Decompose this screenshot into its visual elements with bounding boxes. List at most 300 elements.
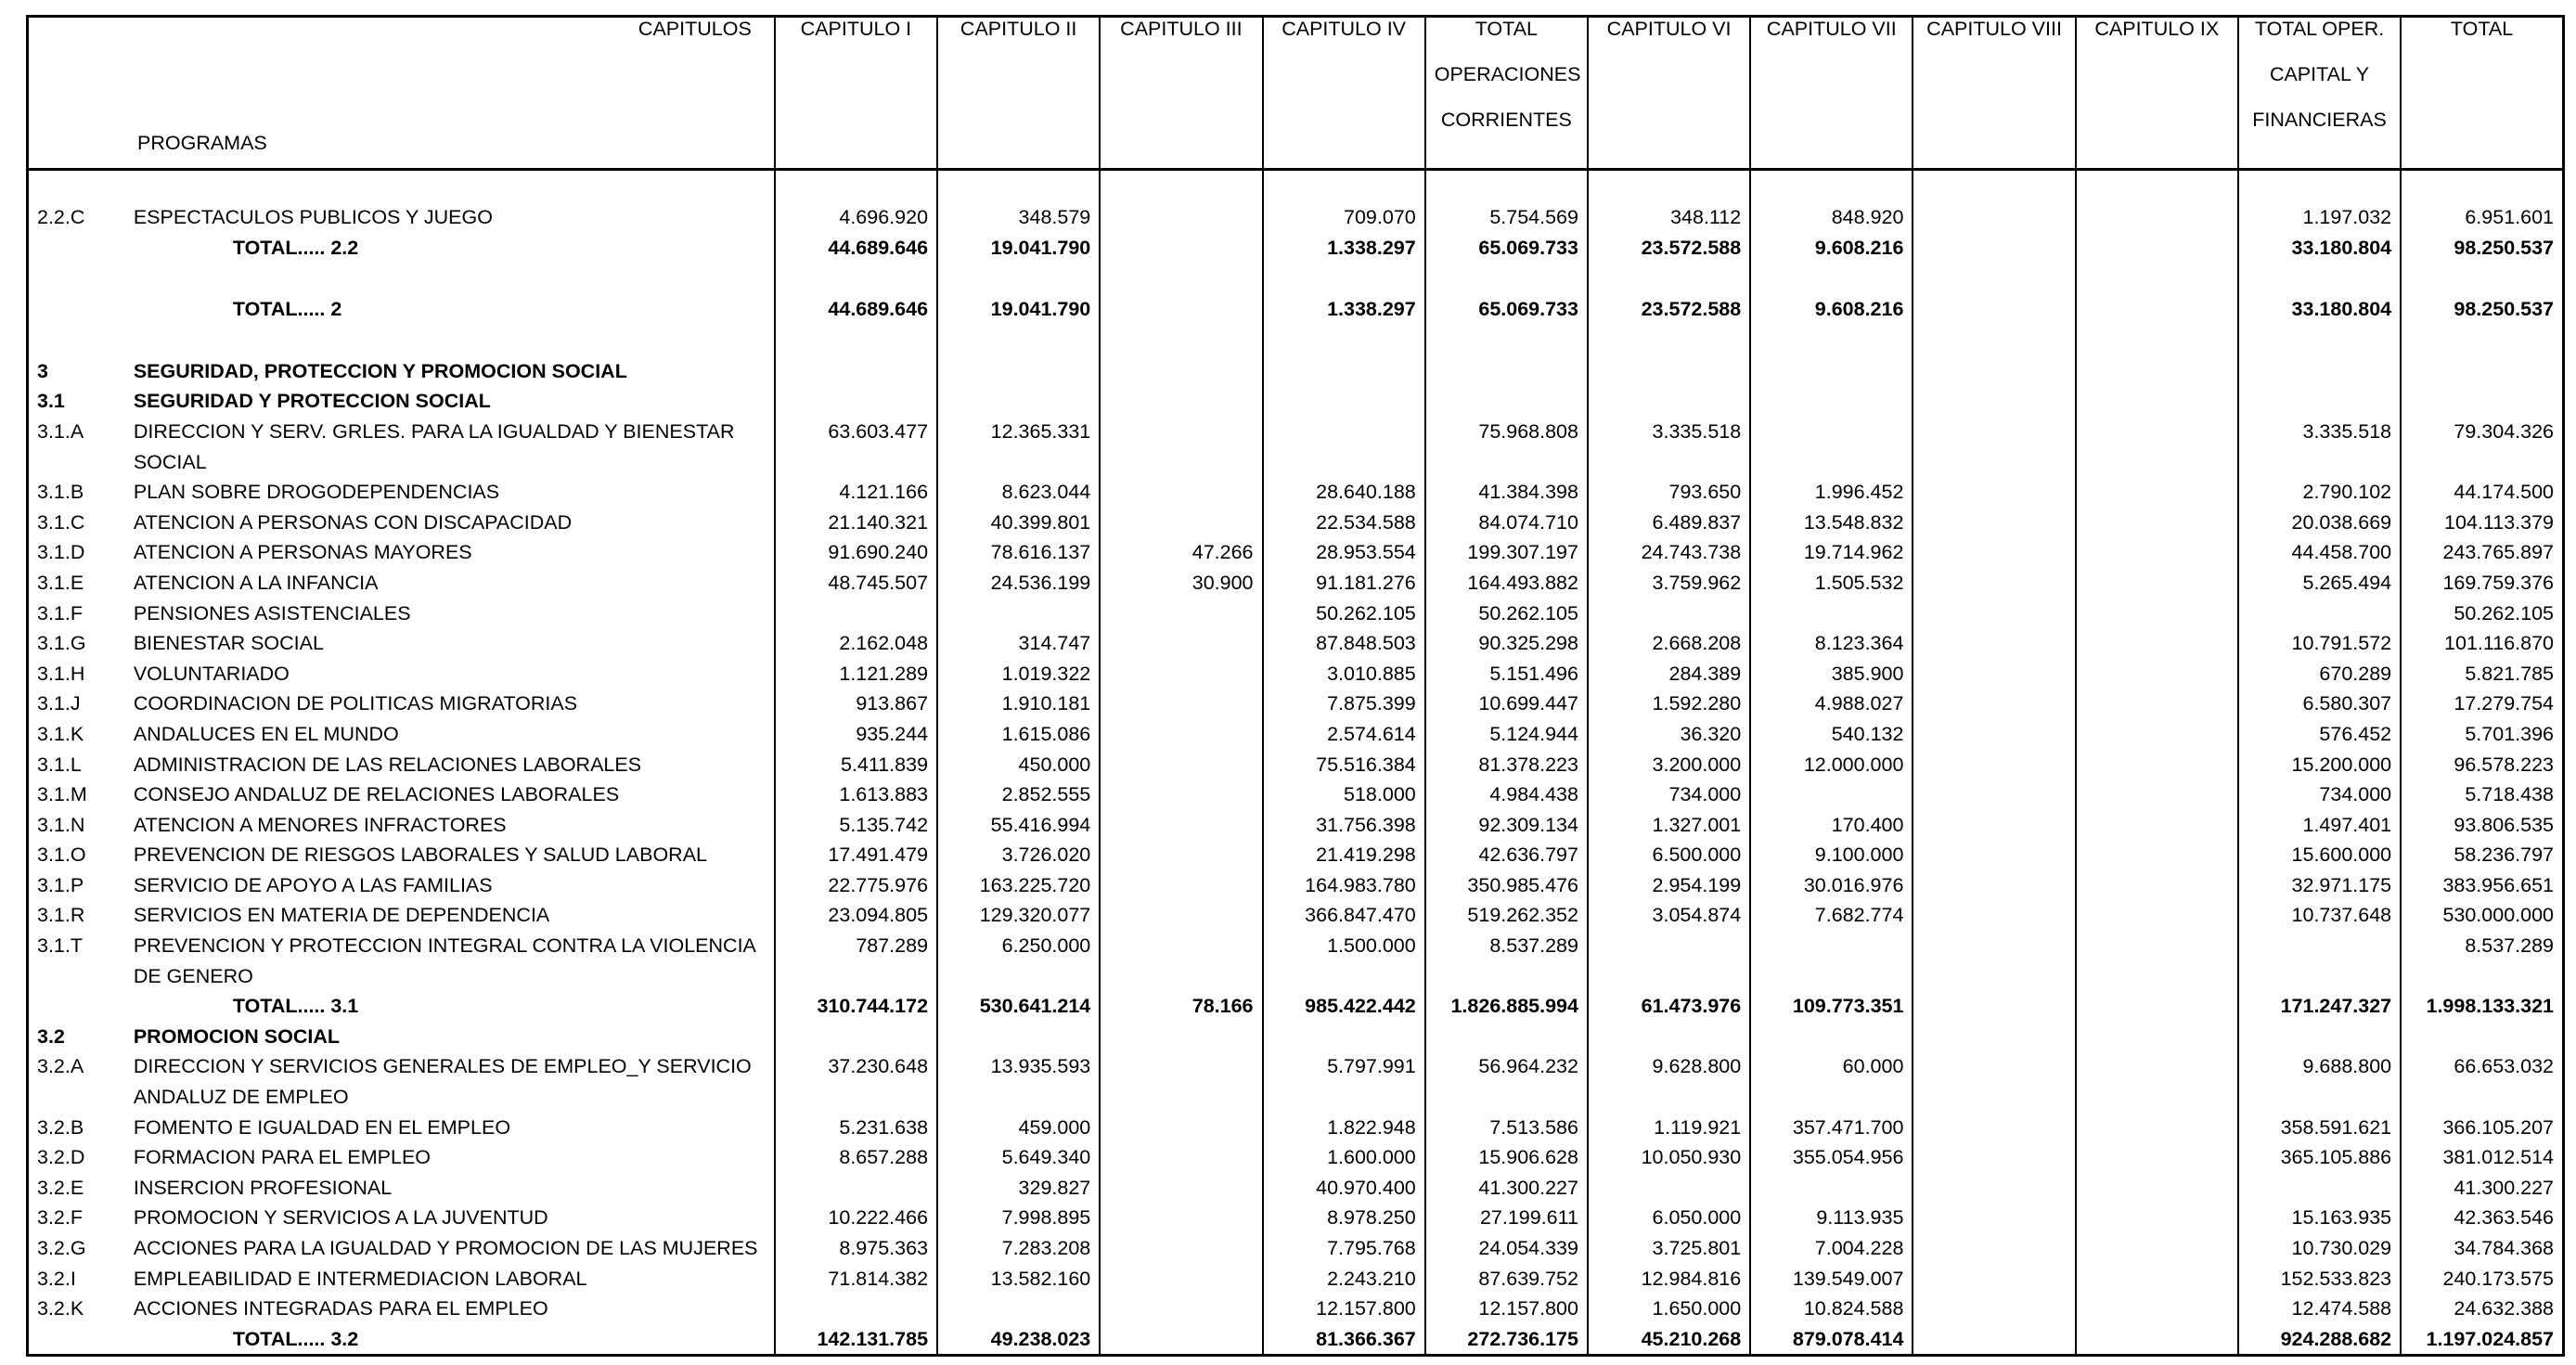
amount-cell: 55.416.994 [937, 810, 1100, 841]
program-row [28, 810, 2564, 841]
amount-cell: 2.243.210 [1263, 1264, 1425, 1294]
header-row [28, 109, 2564, 170]
amount-cell: 913.867 [775, 689, 937, 719]
amount-cell [1100, 325, 1262, 356]
amount-cell: 6.951.601 [2401, 202, 2563, 233]
amount-cell: 41.384.398 [1425, 477, 1588, 508]
amount-cell [2238, 1173, 2401, 1204]
amount-cell: 1.822.948 [1263, 1113, 1425, 1143]
program-code: 3.2 [28, 1022, 125, 1052]
amount-cell [1750, 1022, 1913, 1052]
column-header: CORRIENTES [1425, 109, 1588, 170]
amount-cell: 5.754.569 [1425, 202, 1588, 233]
amount-cell: 22.534.588 [1263, 508, 1425, 538]
amount-cell: 65.069.733 [1425, 233, 1588, 264]
amount-cell: 41.300.227 [2401, 1173, 2563, 1204]
amount-cell [2238, 1082, 2401, 1113]
program-row [28, 628, 2564, 659]
amount-cell: 84.074.710 [1425, 508, 1588, 538]
program-code: 2.2.C [28, 202, 125, 233]
amount-cell [937, 1294, 1100, 1324]
program-code: 3.1 [28, 386, 125, 417]
program-code: 3.1.G [28, 628, 125, 659]
program-name: PROMOCION SOCIAL [133, 1024, 341, 1048]
amount-cell [1263, 961, 1425, 992]
amount-cell: 5.151.496 [1425, 659, 1588, 689]
amount-cell: 44.458.700 [2238, 537, 2401, 568]
amount-cell: 518.000 [1263, 779, 1425, 810]
amount-cell: 40.399.801 [937, 508, 1100, 538]
amount-cell [1588, 386, 1750, 417]
program-code: 3.2.I [28, 1264, 125, 1294]
amount-cell: 3.054.874 [1588, 900, 1750, 931]
amount-cell: 1.197.024.857 [2401, 1324, 2563, 1356]
amount-cell [1750, 961, 1913, 992]
program-row [28, 750, 2564, 780]
amount-cell [1100, 870, 1262, 901]
amount-cell: 24.054.339 [1425, 1233, 1588, 1264]
amount-cell: 91.690.240 [775, 537, 937, 568]
total-row [28, 991, 2564, 1022]
amount-cell: 22.775.976 [775, 870, 937, 901]
column-header [1913, 63, 2075, 109]
amount-cell: 1.121.289 [775, 659, 937, 689]
amount-cell [1100, 1264, 1262, 1294]
amount-cell [1750, 1082, 1913, 1113]
amount-cell [2076, 870, 2238, 901]
amount-cell [1913, 294, 2075, 325]
amount-cell [2076, 233, 2238, 264]
program-row [28, 537, 2564, 568]
amount-cell: 23.094.805 [775, 900, 937, 931]
amount-cell [1100, 1173, 1262, 1204]
amount-cell [1913, 170, 2075, 203]
amount-cell [1913, 356, 2075, 387]
column-header [1750, 63, 1913, 109]
amount-cell: 96.578.223 [2401, 750, 2563, 780]
amount-cell [2076, 961, 2238, 992]
amount-cell: 3.725.801 [1588, 1233, 1750, 1264]
amount-cell: 30.900 [1100, 568, 1262, 599]
amount-cell: 243.765.897 [2401, 537, 2563, 568]
amount-cell: 2.954.199 [1588, 870, 1750, 901]
amount-cell [1913, 840, 2075, 870]
amount-cell: 61.473.976 [1588, 991, 1750, 1022]
amount-cell [1425, 325, 1588, 356]
amount-cell: 383.956.651 [2401, 870, 2563, 901]
amount-cell: 10.222.466 [775, 1203, 937, 1233]
program-name: SERVICIOS EN MATERIA DE DEPENDENCIA [133, 904, 550, 927]
column-header [2401, 63, 2563, 109]
amount-cell: 44.689.646 [775, 294, 937, 325]
header-blank [28, 63, 775, 109]
amount-cell: 1.338.297 [1263, 233, 1425, 264]
amount-cell [2076, 689, 2238, 719]
amount-cell: 81.366.367 [1263, 1324, 1425, 1356]
amount-cell [2076, 1022, 2238, 1052]
column-header: CAPITULO IV [1263, 17, 1425, 64]
amount-cell: 71.814.382 [775, 1264, 937, 1294]
program-row [28, 1233, 2564, 1264]
amount-cell: 1.615.086 [937, 719, 1100, 750]
amount-cell [2076, 840, 2238, 870]
amount-cell: 75.516.384 [1263, 750, 1425, 780]
amount-cell [2401, 1022, 2563, 1052]
amount-cell [1913, 568, 2075, 599]
amount-cell [2076, 447, 2238, 478]
amount-cell: 41.300.227 [1425, 1173, 1588, 1204]
amount-cell: 3.335.518 [1588, 417, 1750, 447]
amount-cell [2401, 1082, 2563, 1113]
amount-cell: 79.304.326 [2401, 417, 2563, 447]
amount-cell: 87.639.752 [1425, 1264, 1588, 1294]
total-row [28, 294, 2564, 325]
amount-cell: 6.580.307 [2238, 689, 2401, 719]
amount-cell: 28.640.188 [1263, 477, 1425, 508]
program-row [28, 779, 2564, 810]
amount-cell [1913, 386, 2075, 417]
amount-cell: 9.113.935 [1750, 1203, 1913, 1233]
amount-cell [775, 170, 937, 203]
column-header [2401, 109, 2563, 170]
column-header: OPERACIONES [1425, 63, 1588, 109]
amount-cell [1913, 1264, 2075, 1294]
amount-cell: 15.906.628 [1425, 1142, 1588, 1173]
program-code: 3.1.J [28, 689, 125, 719]
amount-cell [2076, 599, 2238, 629]
amount-cell: 5.265.494 [2238, 568, 2401, 599]
amount-cell: 4.696.920 [775, 202, 937, 233]
amount-cell: 21.419.298 [1263, 840, 1425, 870]
amount-cell: 171.247.327 [2238, 991, 2401, 1022]
amount-cell: 450.000 [937, 750, 1100, 780]
program-name [125, 263, 775, 294]
amount-cell [775, 447, 937, 478]
program-code [28, 170, 125, 203]
amount-cell: 1.650.000 [1588, 1294, 1750, 1324]
table-header [28, 17, 2564, 170]
program-row [28, 659, 2564, 689]
amount-cell [1913, 750, 2075, 780]
amount-cell [2076, 779, 2238, 810]
amount-cell: 91.181.276 [1263, 568, 1425, 599]
amount-cell [1750, 931, 1913, 961]
amount-cell [1913, 202, 2075, 233]
amount-cell [2076, 1113, 2238, 1143]
program-row [28, 568, 2564, 599]
amount-cell: 530.641.214 [937, 991, 1100, 1022]
amount-cell: 78.616.137 [937, 537, 1100, 568]
amount-cell: 329.827 [937, 1173, 1100, 1204]
program-code: 3.1.K [28, 719, 125, 750]
amount-cell: 50.262.105 [2401, 599, 2563, 629]
amount-cell [1425, 356, 1588, 387]
column-header: CAPITULO VI [1588, 17, 1750, 64]
amount-cell [1425, 447, 1588, 478]
amount-cell: 12.157.800 [1263, 1294, 1425, 1324]
amount-cell: 13.548.832 [1750, 508, 1913, 538]
amount-cell [1913, 1051, 2075, 1082]
amount-cell [1100, 1082, 1262, 1113]
amount-cell: 44.689.646 [775, 233, 937, 264]
program-name: PREVENCION Y PROTECCION INTEGRAL CONTRA LA VIOLENCIA [133, 934, 756, 958]
amount-cell: 93.806.535 [2401, 810, 2563, 841]
amount-cell [937, 1082, 1100, 1113]
program-row [28, 477, 2564, 508]
amount-cell: 540.132 [1750, 719, 1913, 750]
spacer-row [28, 325, 2564, 356]
amount-cell: 2.852.555 [937, 779, 1100, 810]
amount-cell: 56.964.232 [1425, 1051, 1588, 1082]
amount-cell: 163.225.720 [937, 870, 1100, 901]
amount-cell [1425, 386, 1588, 417]
amount-cell: 1.497.401 [2238, 810, 2401, 841]
amount-cell [2076, 294, 2238, 325]
program-name: COORDINACION DE POLITICAS MIGRATORIAS [133, 692, 578, 715]
amount-cell [1913, 1142, 2075, 1173]
program-name: FORMACION PARA EL EMPLEO [133, 1146, 431, 1169]
amount-cell [1100, 508, 1262, 538]
amount-cell: 350.985.476 [1425, 870, 1588, 901]
amount-cell: 7.513.586 [1425, 1113, 1588, 1143]
amount-cell [775, 1294, 937, 1324]
amount-cell [775, 1082, 937, 1113]
program-name: PROMOCION Y SERVICIOS A LA JUVENTUD [133, 1206, 548, 1230]
program-name: ATENCION A MENORES INFRACTORES [133, 813, 507, 836]
amount-cell [1588, 1173, 1750, 1204]
program-name: ATENCION A PERSONAS MAYORES [133, 541, 472, 564]
program-code: 3.1.N [28, 810, 125, 841]
amount-cell: 81.378.223 [1425, 750, 1588, 780]
amount-cell: 40.970.400 [1263, 1173, 1425, 1204]
amount-cell: 5.411.839 [775, 750, 937, 780]
amount-cell [2076, 991, 2238, 1022]
program-name: DIRECCION Y SERVICIOS GENERALES DE EMPLEO_Y SERVICIO [133, 1055, 752, 1078]
amount-cell: 734.000 [2238, 779, 2401, 810]
amount-cell [2238, 170, 2401, 203]
amount-cell: 366.847.470 [1263, 900, 1425, 931]
column-header [937, 109, 1100, 170]
column-header [1588, 109, 1750, 170]
column-header: CAPITULO III [1100, 17, 1262, 64]
program-code [28, 447, 125, 478]
amount-cell [2076, 750, 2238, 780]
amount-cell: 15.200.000 [2238, 750, 2401, 780]
amount-cell [1913, 1233, 2075, 1264]
amount-cell: 9.100.000 [1750, 840, 1913, 870]
amount-cell [2076, 386, 2238, 417]
amount-cell [1425, 961, 1588, 992]
amount-cell: 1.119.921 [1588, 1113, 1750, 1143]
amount-cell [1100, 900, 1262, 931]
amount-cell [2076, 1203, 2238, 1233]
amount-cell [2076, 508, 2238, 538]
amount-cell: 15.163.935 [2238, 1203, 2401, 1233]
amount-cell: 8.537.289 [1425, 931, 1588, 961]
amount-cell [2076, 1324, 2238, 1356]
spacer-row [28, 170, 2564, 203]
program-code: 3 [28, 356, 125, 387]
amount-cell [1100, 1233, 1262, 1264]
amount-cell: 5.797.991 [1263, 1051, 1425, 1082]
section-row [28, 356, 2564, 387]
amount-cell: 30.016.976 [1750, 870, 1913, 901]
program-code: 3.2.K [28, 1294, 125, 1324]
program-code [28, 1324, 125, 1356]
amount-cell: 1.998.133.321 [2401, 991, 2563, 1022]
amount-cell: 23.572.588 [1588, 294, 1750, 325]
amount-cell [1913, 447, 2075, 478]
amount-cell [1100, 202, 1262, 233]
amount-cell: 28.953.554 [1263, 537, 1425, 568]
amount-cell: 47.266 [1100, 537, 1262, 568]
amount-cell [2076, 325, 2238, 356]
amount-cell [1100, 1051, 1262, 1082]
amount-cell [1100, 1203, 1262, 1233]
amount-cell: 12.365.331 [937, 417, 1100, 447]
column-header [775, 109, 937, 170]
program-row [28, 840, 2564, 870]
amount-cell [1100, 1142, 1262, 1173]
amount-cell [937, 599, 1100, 629]
amount-cell [1588, 1022, 1750, 1052]
amount-cell [2401, 961, 2563, 992]
program-code: 3.1.E [28, 568, 125, 599]
amount-cell [1750, 386, 1913, 417]
column-header [937, 63, 1100, 109]
column-header [1100, 63, 1262, 109]
amount-cell [1100, 1113, 1262, 1143]
column-header: CAPITAL Y [2238, 63, 2401, 109]
amount-cell: 459.000 [937, 1113, 1100, 1143]
amount-cell [937, 961, 1100, 992]
amount-cell: 5.124.944 [1425, 719, 1588, 750]
amount-cell [1913, 233, 2075, 264]
amount-cell [1100, 840, 1262, 870]
amount-cell: 5.821.785 [2401, 659, 2563, 689]
amount-cell: 12.474.588 [2238, 1294, 2401, 1324]
amount-cell: 1.500.000 [1263, 931, 1425, 961]
amount-cell [2238, 356, 2401, 387]
amount-cell: 1.826.885.994 [1425, 991, 1588, 1022]
amount-cell: 6.500.000 [1588, 840, 1750, 870]
amount-cell: 358.591.621 [2238, 1113, 2401, 1143]
amount-cell: 3.759.962 [1588, 568, 1750, 599]
amount-cell [2076, 931, 2238, 961]
amount-cell: 60.000 [1750, 1051, 1913, 1082]
amount-cell [1100, 294, 1262, 325]
amount-cell: 98.250.537 [2401, 233, 2563, 264]
amount-cell: 24.632.388 [2401, 1294, 2563, 1324]
program-code [28, 233, 125, 264]
amount-cell [1913, 991, 2075, 1022]
amount-cell: 20.038.669 [2238, 508, 2401, 538]
amount-cell [1263, 263, 1425, 294]
amount-cell [2076, 1142, 2238, 1173]
program-row [28, 1294, 2564, 1324]
amount-cell: 10.791.572 [2238, 628, 2401, 659]
amount-cell [1425, 1022, 1588, 1052]
program-name: INSERCION PROFESIONAL [133, 1176, 393, 1199]
amount-cell [2076, 537, 2238, 568]
amount-cell: 1.600.000 [1263, 1142, 1425, 1173]
program-name: PLAN SOBRE DROGODEPENDENCIAS [133, 481, 500, 504]
amount-cell: 2.162.048 [775, 628, 937, 659]
amount-cell: 8.537.289 [2401, 931, 2563, 961]
amount-cell [2076, 1264, 2238, 1294]
amount-cell: 31.756.398 [1263, 810, 1425, 841]
amount-cell: 7.682.774 [1750, 900, 1913, 931]
program-name: VOLUNTARIADO [133, 662, 290, 685]
amount-cell: 87.848.503 [1263, 628, 1425, 659]
column-header [1263, 109, 1425, 170]
program-name: SEGURIDAD Y PROTECCION SOCIAL [133, 390, 491, 413]
header-row [28, 17, 2564, 64]
amount-cell [2401, 447, 2563, 478]
amount-cell: 1.592.280 [1588, 689, 1750, 719]
amount-cell [2076, 417, 2238, 447]
amount-cell [2401, 356, 2563, 387]
amount-cell: 3.726.020 [937, 840, 1100, 870]
programas-label: PROGRAMAS [28, 109, 775, 170]
amount-cell: 33.180.804 [2238, 294, 2401, 325]
amount-cell: 15.600.000 [2238, 840, 2401, 870]
total-row [28, 233, 2564, 264]
program-row [28, 689, 2564, 719]
column-header [1750, 109, 1913, 170]
amount-cell [937, 1022, 1100, 1052]
amount-cell [1913, 263, 2075, 294]
amount-cell: 49.238.023 [937, 1324, 1100, 1356]
program-name: TOTAL..... 2.2 [232, 236, 359, 259]
amount-cell [1913, 417, 2075, 447]
amount-cell: 7.283.208 [937, 1233, 1100, 1264]
amount-cell: 19.041.790 [937, 294, 1100, 325]
amount-cell: 5.231.638 [775, 1113, 937, 1143]
amount-cell: 355.054.956 [1750, 1142, 1913, 1173]
amount-cell: 7.795.768 [1263, 1233, 1425, 1264]
amount-cell [1913, 961, 2075, 992]
amount-cell [1913, 325, 2075, 356]
amount-cell [2401, 325, 2563, 356]
program-name: SOCIAL [133, 450, 207, 473]
amount-cell [1100, 447, 1262, 478]
column-header [2076, 63, 2238, 109]
amount-cell [2076, 356, 2238, 387]
amount-cell: 366.105.207 [2401, 1113, 2563, 1143]
program-code: 3.1.A [28, 417, 125, 447]
amount-cell [1913, 599, 2075, 629]
amount-cell [937, 263, 1100, 294]
amount-cell [1913, 900, 2075, 931]
amount-cell: 8.975.363 [775, 1233, 937, 1264]
amount-cell [1588, 356, 1750, 387]
amount-cell [1913, 628, 2075, 659]
amount-cell [2401, 386, 2563, 417]
amount-cell [1100, 931, 1262, 961]
spacer-row [28, 263, 2564, 294]
program-name: ATENCION A PERSONAS CON DISCAPACIDAD [133, 510, 573, 534]
amount-cell [1100, 810, 1262, 841]
amount-cell: 42.363.546 [2401, 1203, 2563, 1233]
amount-cell: 4.988.027 [1750, 689, 1913, 719]
amount-cell [775, 961, 937, 992]
amount-cell [1100, 1022, 1262, 1052]
amount-cell: 36.320 [1588, 719, 1750, 750]
amount-cell: 7.004.228 [1750, 1233, 1913, 1264]
amount-cell: 92.309.134 [1425, 810, 1588, 841]
amount-cell [937, 170, 1100, 203]
